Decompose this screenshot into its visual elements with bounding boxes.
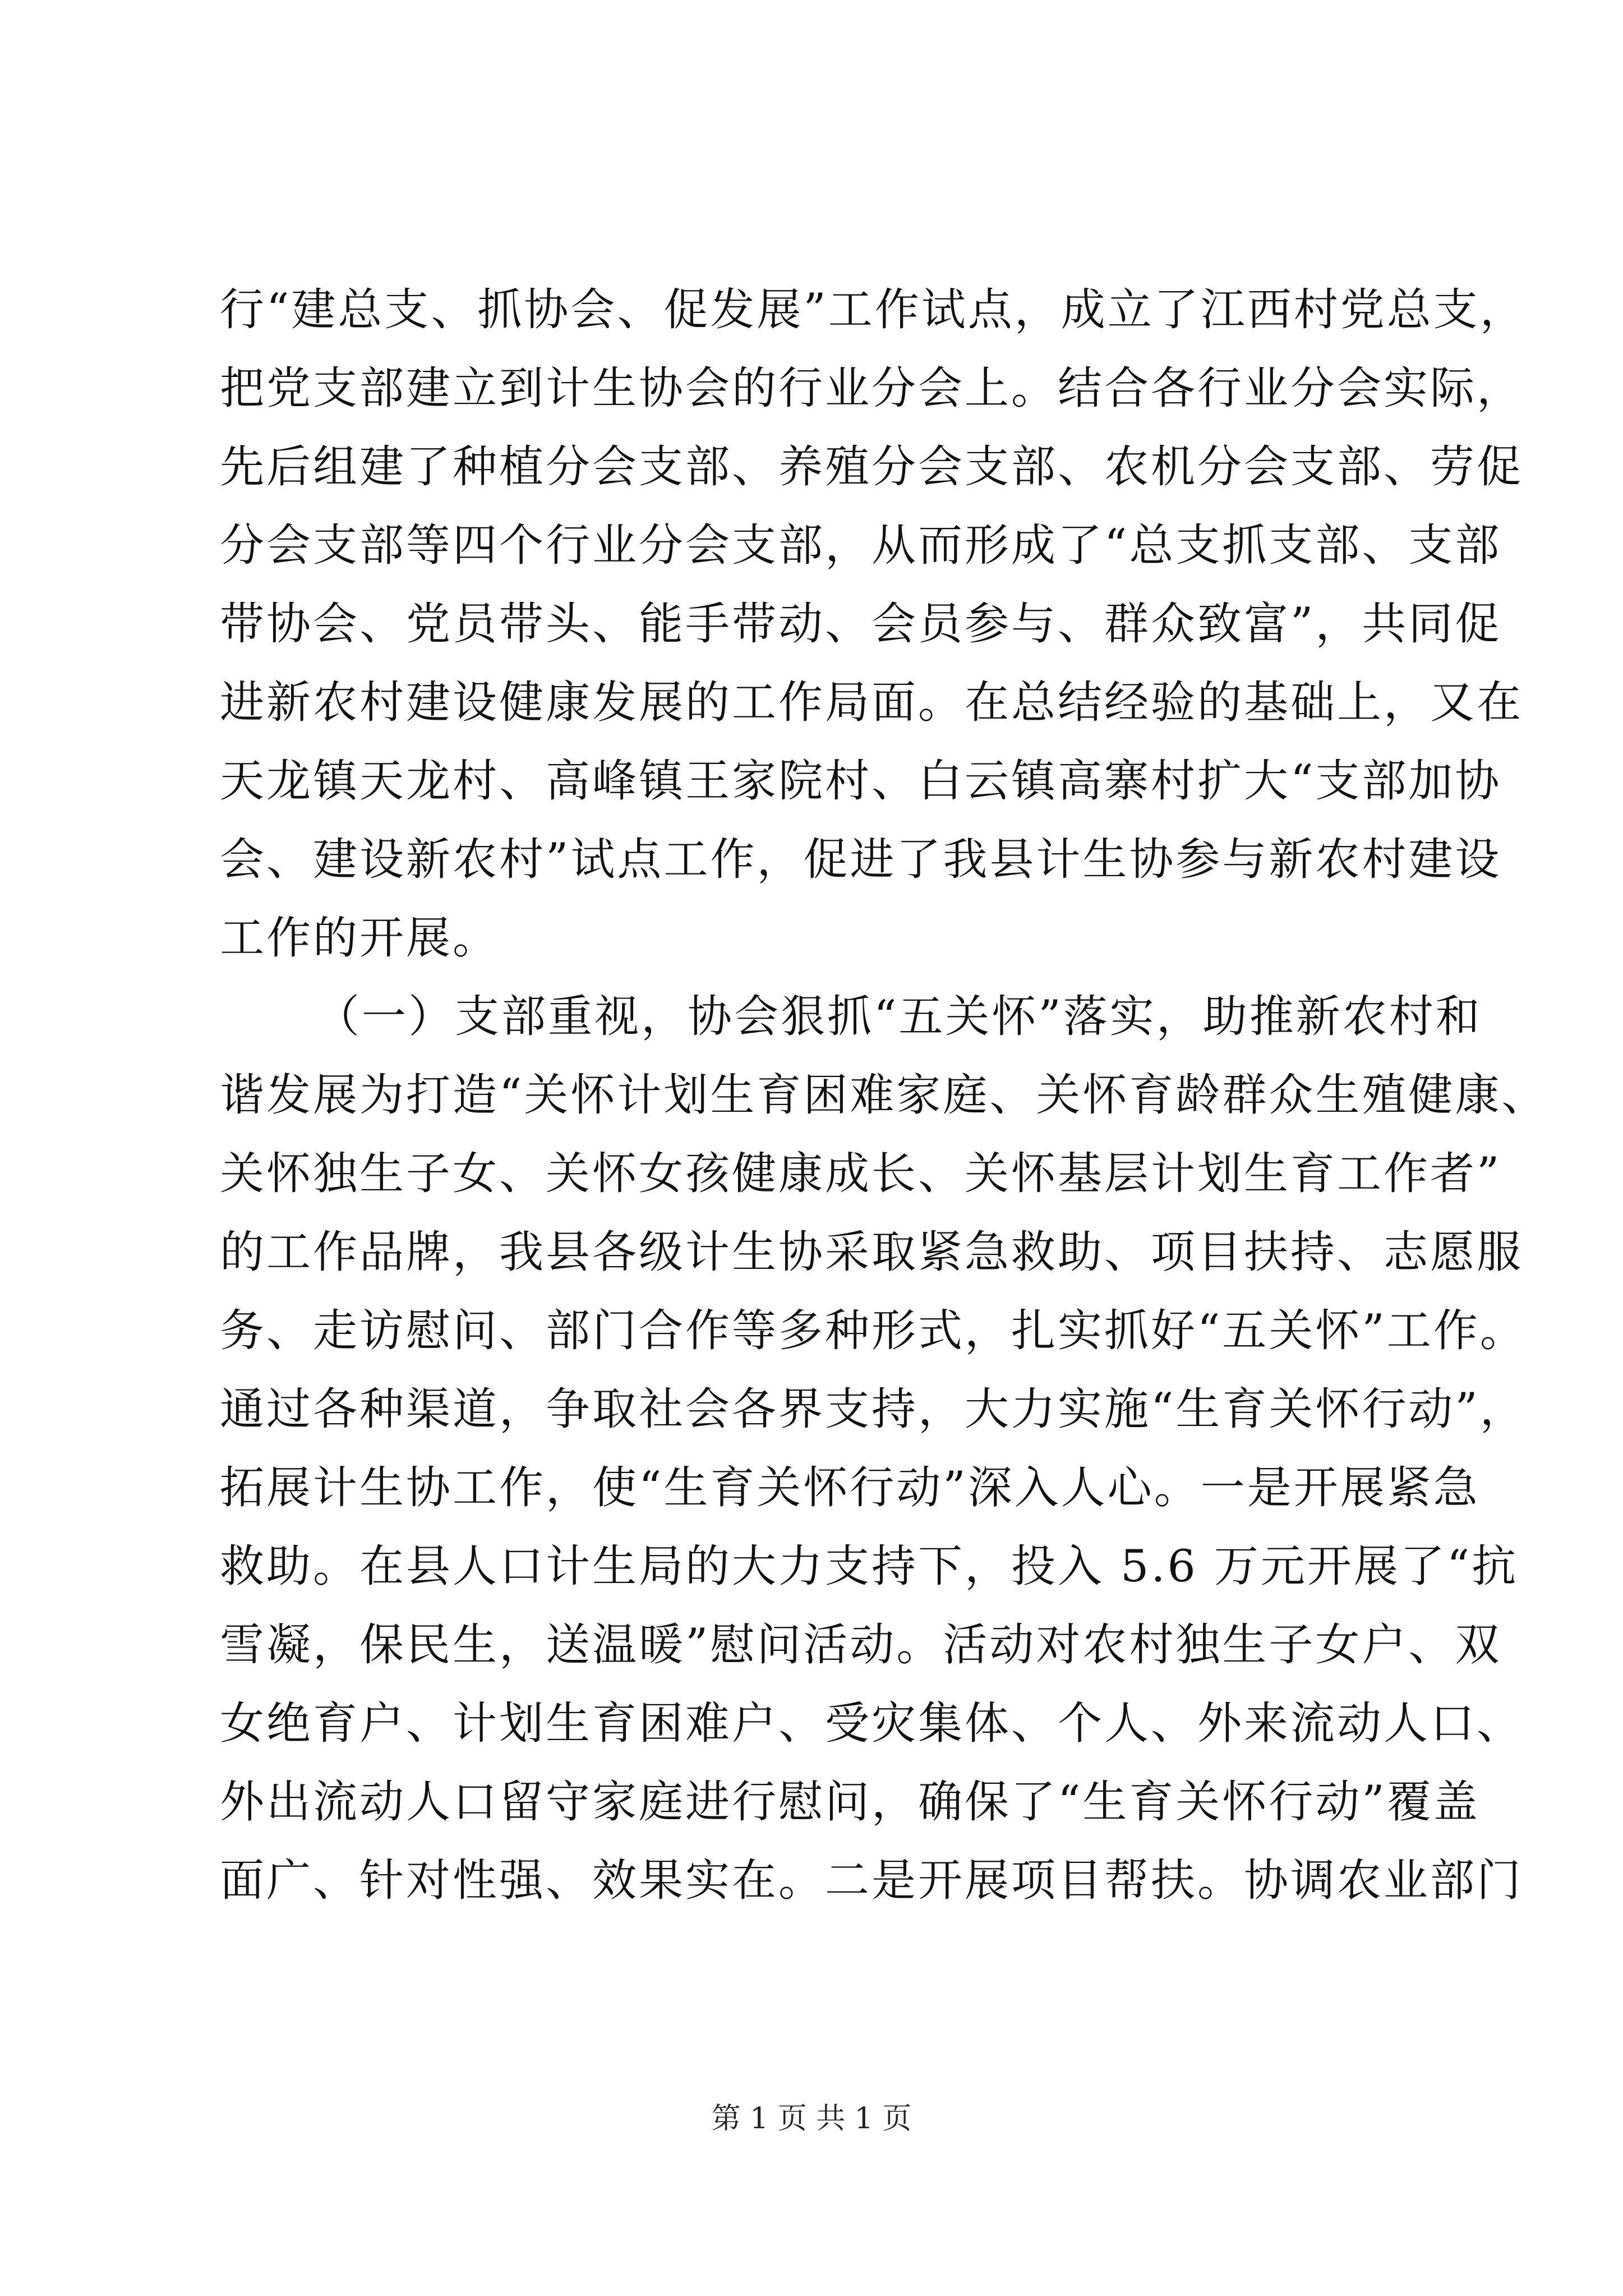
body-text — [220, 270, 1548, 1920]
text-line: 雪凝，保民生，送温暖”慰问活动。活动对农村独生子女户、双 — [220, 1619, 1502, 1671]
text-line: 面广、针对性强、效果实在。二是开展项目帮扶。协调农业部门 — [220, 1855, 1523, 1906]
text-line: 务、走访慰问、部门合作等多种形式，扎实抓好“五关怀”工作。 — [220, 1305, 1527, 1356]
text-line: 带协会、党员带头、能手带动、会员参与、群众致富”，共同促 — [220, 598, 1502, 650]
text-line: 外出流动人口留守家庭进行慰问，确保了“生育关怀行动”覆盖 — [220, 1776, 1480, 1828]
text-line: 关怀独生子女、关怀女孩健康成长、关怀基层计划生育工作者” — [220, 1148, 1502, 1199]
text-line: 把党支部建立到计生协会的行业分会上。结合各行业分会实际， — [220, 362, 1523, 414]
text-line: 的工作品牌，我县各级计生协采取紧急救助、项目扶持、志愿服 — [220, 1226, 1523, 1278]
text-line: 通过各种渠道，争取社会各界支持，大力实施“生育关怀行动”， — [220, 1383, 1527, 1435]
text-line: 进新农村建设健康发展的工作局面。在总结经验的基础上，又在 — [220, 677, 1523, 728]
text-line: 分会支部等四个行业分会支部，从而形成了“总支抓支部、支部 — [220, 519, 1502, 571]
text-line-indented: （一）支部重视，协会狠抓“五关怀”落实，助推新农村和 — [315, 991, 1482, 1042]
text-line: 救助。在县人口计生局的大力支持下，投入 5.6 万元开展了“抗 — [220, 1540, 1519, 1592]
text-line: 行“建总支、抓协会、促发展”工作试点，成立了江西村党总支， — [220, 284, 1527, 335]
text-line: 会、建设新农村”试点工作，促进了我县计生协参与新农村建设 — [220, 834, 1502, 885]
text-line: 谐发展为打造“关怀计划生育困难家庭、关怀育龄群众生殖健康、 — [220, 1069, 1548, 1121]
text-line: 拓展计生协工作，使“生育关怀行动”深入人心。一是开展紧急 — [220, 1462, 1480, 1513]
text-line: 女绝育户、计划生育困难户、受灾集体、个人、外来流动人口、 — [220, 1697, 1523, 1749]
text-line: 工作的开展。 — [220, 912, 499, 964]
text-line: 天龙镇天龙村、高峰镇王家院村、白云镇高寨村扩大“支部加协 — [220, 755, 1502, 807]
page-footer: 第 1 页 共 1 页 — [711, 2102, 912, 2136]
text-line: 先后组建了种植分会支部、养殖分会支部、农机分会支部、劳促 — [220, 441, 1523, 493]
